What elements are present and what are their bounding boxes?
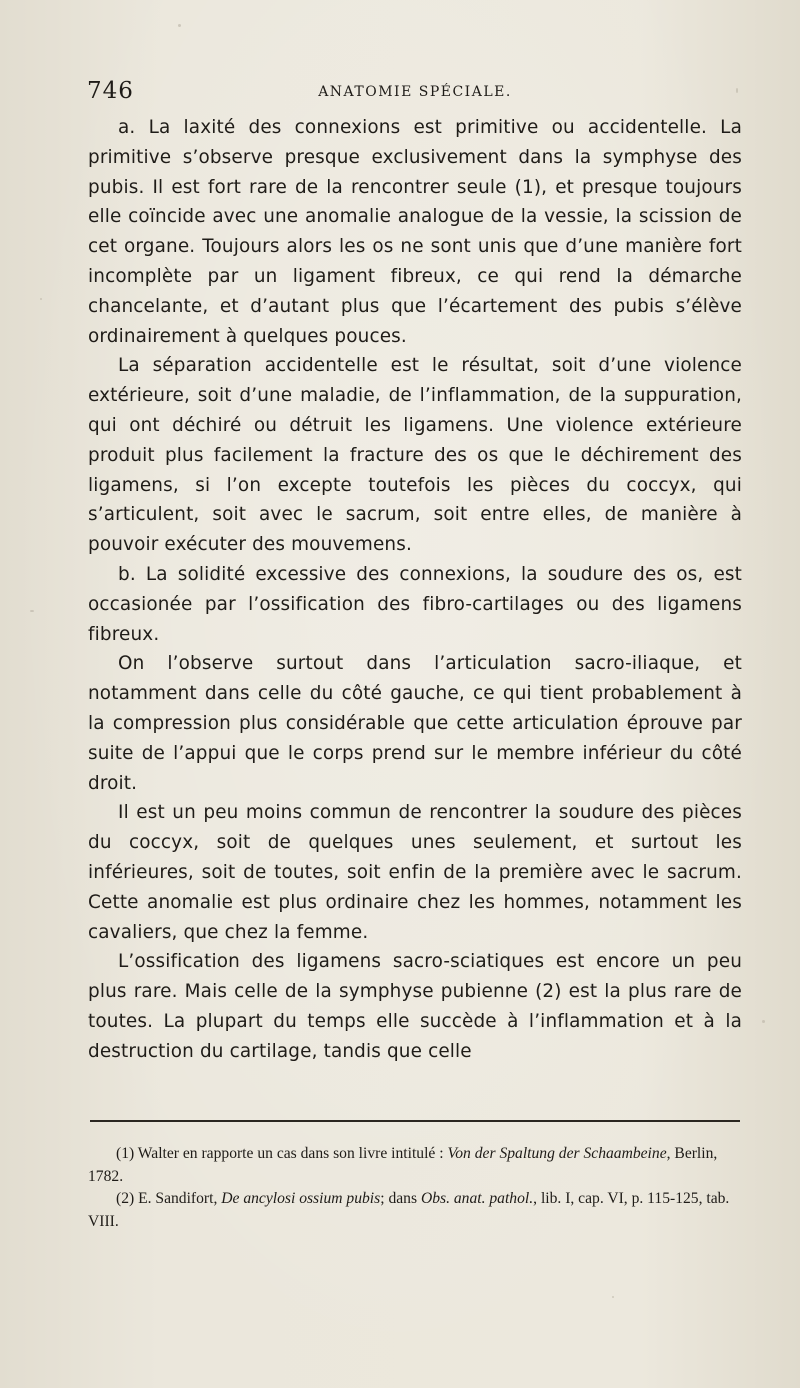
main-text — [88, 113, 742, 1067]
footnote-1-text: (1) Walter en rapporte un cas dans son livre intitulé : — [116, 1145, 448, 1162]
paper-speck — [612, 1296, 614, 1298]
footnote-1-title: Von der Spaltung der Schaambeine — [447, 1145, 667, 1162]
footnote-2 — [88, 1188, 744, 1233]
footnote-1 — [88, 1143, 744, 1188]
paper-speck — [762, 1020, 765, 1023]
paragraph: La séparation accidentelle est le résultat, soit d’une violence extérieure, soit d’une maladie, de l’inflammation, de la suppuration, qui ont déchiré ou détruit les ligamens. Une violence extérieure produit plus facilement la fracture des os que le déchirement des ligamens, si l’on excepte toutefois les pièces du coccyx, qui s’articulent, soit avec le sacrum, soit entre elles, de manière à pouvoir exécuter des mouvemens. — [88, 355, 742, 556]
paper-speck — [736, 88, 738, 93]
paragraph: L’ossification des ligamens sacro-sciatiques est encore un peu plus rare. Mais celle de la symphyse pubienne (2) est la plus rare de toutes. La plupart du temps elle succède à l’inflammation et à la destruction du cartilage, tandis que celle — [88, 951, 742, 1062]
paper-speck — [30, 610, 34, 612]
paragraph: Il est un peu moins commun de rencontrer la soudure des pièces du coccyx, soit de quelques unes seulement, et surtout les inférieures, soit de toutes, soit enfin de la première avec le sacrum. Cette anomalie est plus ordinaire chez les hommes, notamment les cavaliers, que chez la femme. — [88, 802, 742, 943]
paragraph: On l’observe surtout dans l’articulation sacro-iliaque, et notamment dans celle du côté gauche, ce qui tient probablement à la compression plus considérable que cette articulation éprouve par suite de l’appui que le corps prend sur le membre inférieur du côté droit. — [88, 653, 742, 794]
running-head — [87, 78, 743, 108]
paragraph: b. La solidité excessive des connexions, la soudure des os, est occasionée par l’ossification des fibro-cartilages ou des ligamens fibreux. — [88, 563, 742, 645]
paper-speck — [178, 24, 181, 27]
footnotes — [88, 1143, 744, 1233]
paper-speck — [40, 298, 42, 300]
page-number: 746 — [87, 78, 134, 104]
footnote-2-mid: ; dans — [380, 1190, 421, 1207]
footnote-2-rest: , lib. I, cap. VI, p. 115-125, tab. VIII. — [88, 1190, 730, 1230]
footnote-2-journal: Obs. anat. pathol. — [420, 1190, 534, 1207]
footnote-2-text: (2) E. Sandifort, — [116, 1190, 222, 1207]
footnote-1-rest: , Berlin, 1782. — [88, 1145, 718, 1185]
paragraph: a. La laxité des connexions est primitive ou accidentelle. La primitive s’observe presque exclusivement dans la symphyse des pubis. Il est fort rare de la rencontrer seule (1), et presque toujours elle coïncide avec une anomalie analogue de la vessie, la scission de cet organe. Toujours alors les os ne sont unis que d’une manière fort incomplète par un ligament fibreux, ce qui rend la démarche chancelante, et d’autant plus que l’écartement des pubis s’élève ordinairement à quelques pouces. — [88, 117, 742, 347]
footnote-2-title: De ancylosi ossium pubis — [221, 1190, 381, 1207]
running-title: ANATOMIE SPÉCIALE. — [318, 84, 512, 100]
footnote-separator-rule — [90, 1120, 740, 1122]
